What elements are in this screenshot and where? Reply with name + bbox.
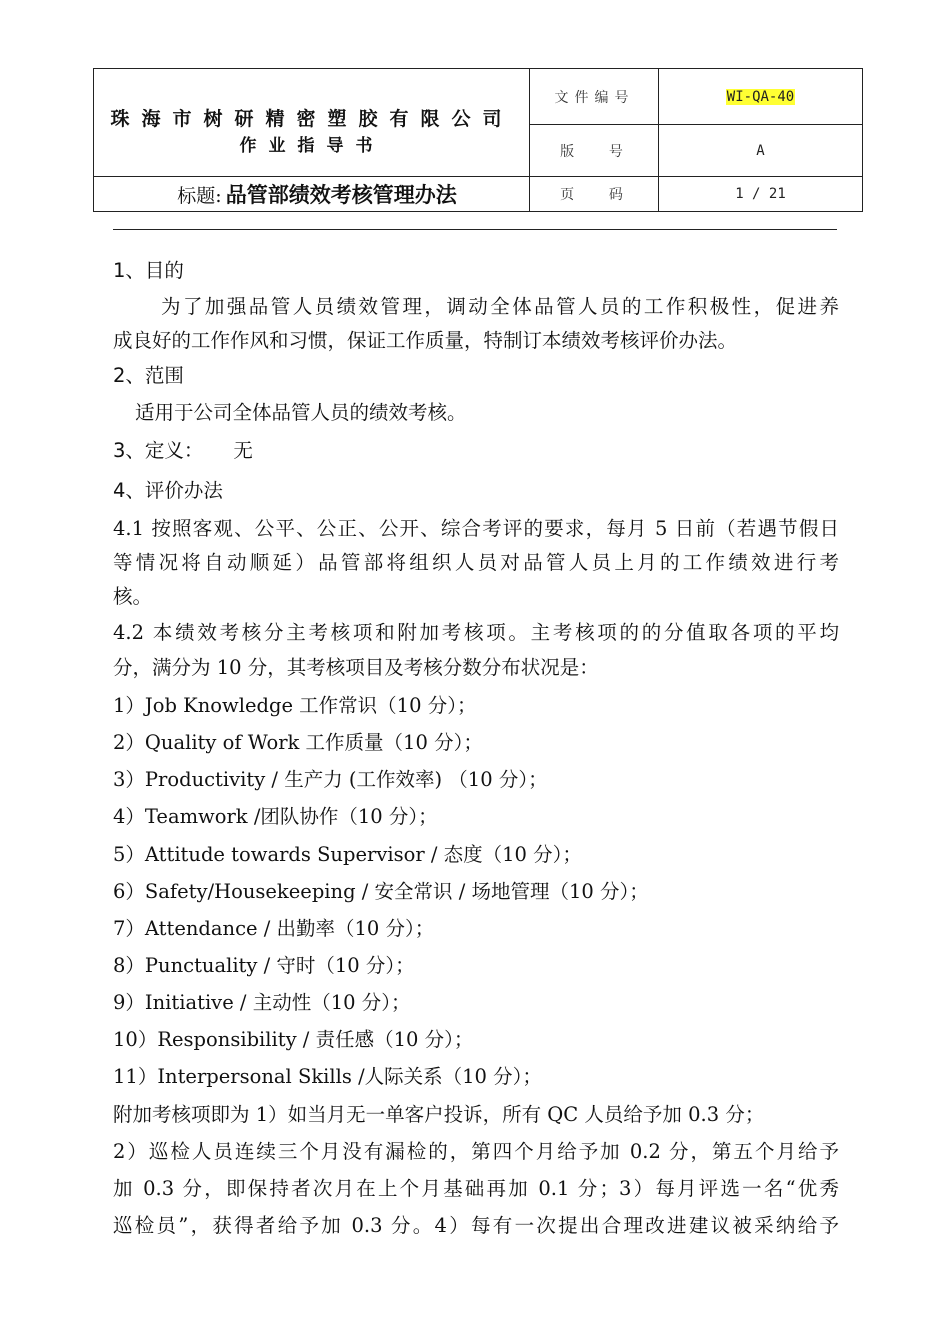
definition-value: 无	[233, 439, 253, 462]
company-header	[94, 69, 530, 177]
page-label-cell	[530, 177, 659, 211]
clause-4-1-line: 核。	[113, 585, 153, 608]
document-title-row	[94, 177, 530, 211]
document-header-table	[93, 68, 863, 212]
company-name: 珠海市树研精密塑胶有限公司	[110, 108, 514, 130]
version-value: A	[756, 143, 765, 159]
section-heading-definition	[113, 434, 839, 468]
assessment-item: 7）Attendance / 出勤率（10 分）；	[113, 917, 435, 940]
assessment-item: 10）Responsibility / 责任感（10 分）；	[113, 1028, 474, 1051]
scope-text: 适用于公司全体品管人员的绩效考核。	[135, 401, 467, 424]
version-label-cell	[530, 125, 659, 177]
assessment-item: 8）Punctuality / 守时（10 分）；	[113, 954, 415, 977]
additional-item-line: 2）巡检人员连续三个月没有漏检的，第四个月给予加 0.2 分，第五个月给予	[113, 1140, 839, 1163]
page-label: 页 码	[560, 187, 629, 203]
page-number: 1 / 21	[735, 186, 786, 202]
additional-item-line: 巡检员”，获得者给予加 0.3 分。4）每有一次提出合理改进建议被采纳给予	[113, 1214, 839, 1237]
assessment-item: 3）Productivity / 生产力 (工作效率) （10 分）；	[113, 768, 548, 791]
assessment-item: 11）Interpersonal Skills /人际关系（10 分）；	[113, 1065, 542, 1088]
purpose-text-line: 成良好的工作作风和习惯，保证工作质量，特制订本绩效考核评价办法。	[113, 329, 738, 352]
assessment-item: 9）Initiative / 主动性（10 分）；	[113, 991, 411, 1014]
section-heading-scope: 2、范围	[113, 364, 184, 387]
page-number-cell	[659, 177, 862, 211]
file-number-cell	[659, 69, 862, 125]
file-number-label: 文件编号	[554, 90, 635, 106]
assessment-item: 6）Safety/Housekeeping / 安全常识 / 场地管理（10 分）；	[113, 880, 649, 903]
assessment-item: 5）Attitude towards Supervisor / 态度（10 分）；	[113, 843, 582, 866]
clause-4-2-line: 4.2 本绩效考核分主考核项和附加考核项。主考核项的的分值取各项的平均	[113, 621, 839, 644]
clause-4-1-line: 4.1 按照客观、公平、公正、公开、综合考评的要求，每月 5 日前（若遇节假日	[113, 517, 839, 540]
version-cell	[659, 125, 862, 177]
assessment-item: 4）Teamwork /团队协作（10 分）；	[113, 805, 438, 828]
assessment-item: 1）Job Knowledge 工作常识（10 分）；	[113, 694, 477, 717]
assessment-item: 2）Quality of Work 工作质量（10 分）；	[113, 731, 483, 754]
document-title: 品管部绩效考核管理办法	[225, 183, 457, 207]
additional-item-line: 附加考核项即为 1）如当月无一单客户投诉，所有 QC 人员给予加 0.3 分；	[113, 1103, 765, 1126]
definition-label: 3、定义：	[113, 439, 204, 462]
clause-4-1-line: 等情况将自动顺延）品管部将组织人员对品管人员上月的工作绩效进行考	[113, 551, 839, 574]
clause-4-2-line: 分，满分为 10 分，其考核项目及考核分数分布状况是：	[113, 656, 599, 679]
header-rule	[113, 229, 837, 230]
document-type: 作业指导书	[239, 136, 385, 156]
file-number-label-cell	[530, 69, 659, 125]
additional-item-line: 加 0.3 分，即保持者次月在上个月基础再加 0.1 分；3）每月评选一名“优秀	[113, 1177, 839, 1200]
file-number: WI-QA-40	[726, 89, 795, 105]
section-heading-evaluation: 4、评价办法	[113, 479, 223, 502]
version-label: 版 号	[560, 144, 629, 160]
section-heading-purpose: 1、目的	[113, 259, 184, 282]
title-label: 标题:	[177, 184, 222, 207]
purpose-text-line: 为了加强品管人员绩效管理，调动全体品管人员的工作积极性，促进养	[161, 295, 839, 318]
